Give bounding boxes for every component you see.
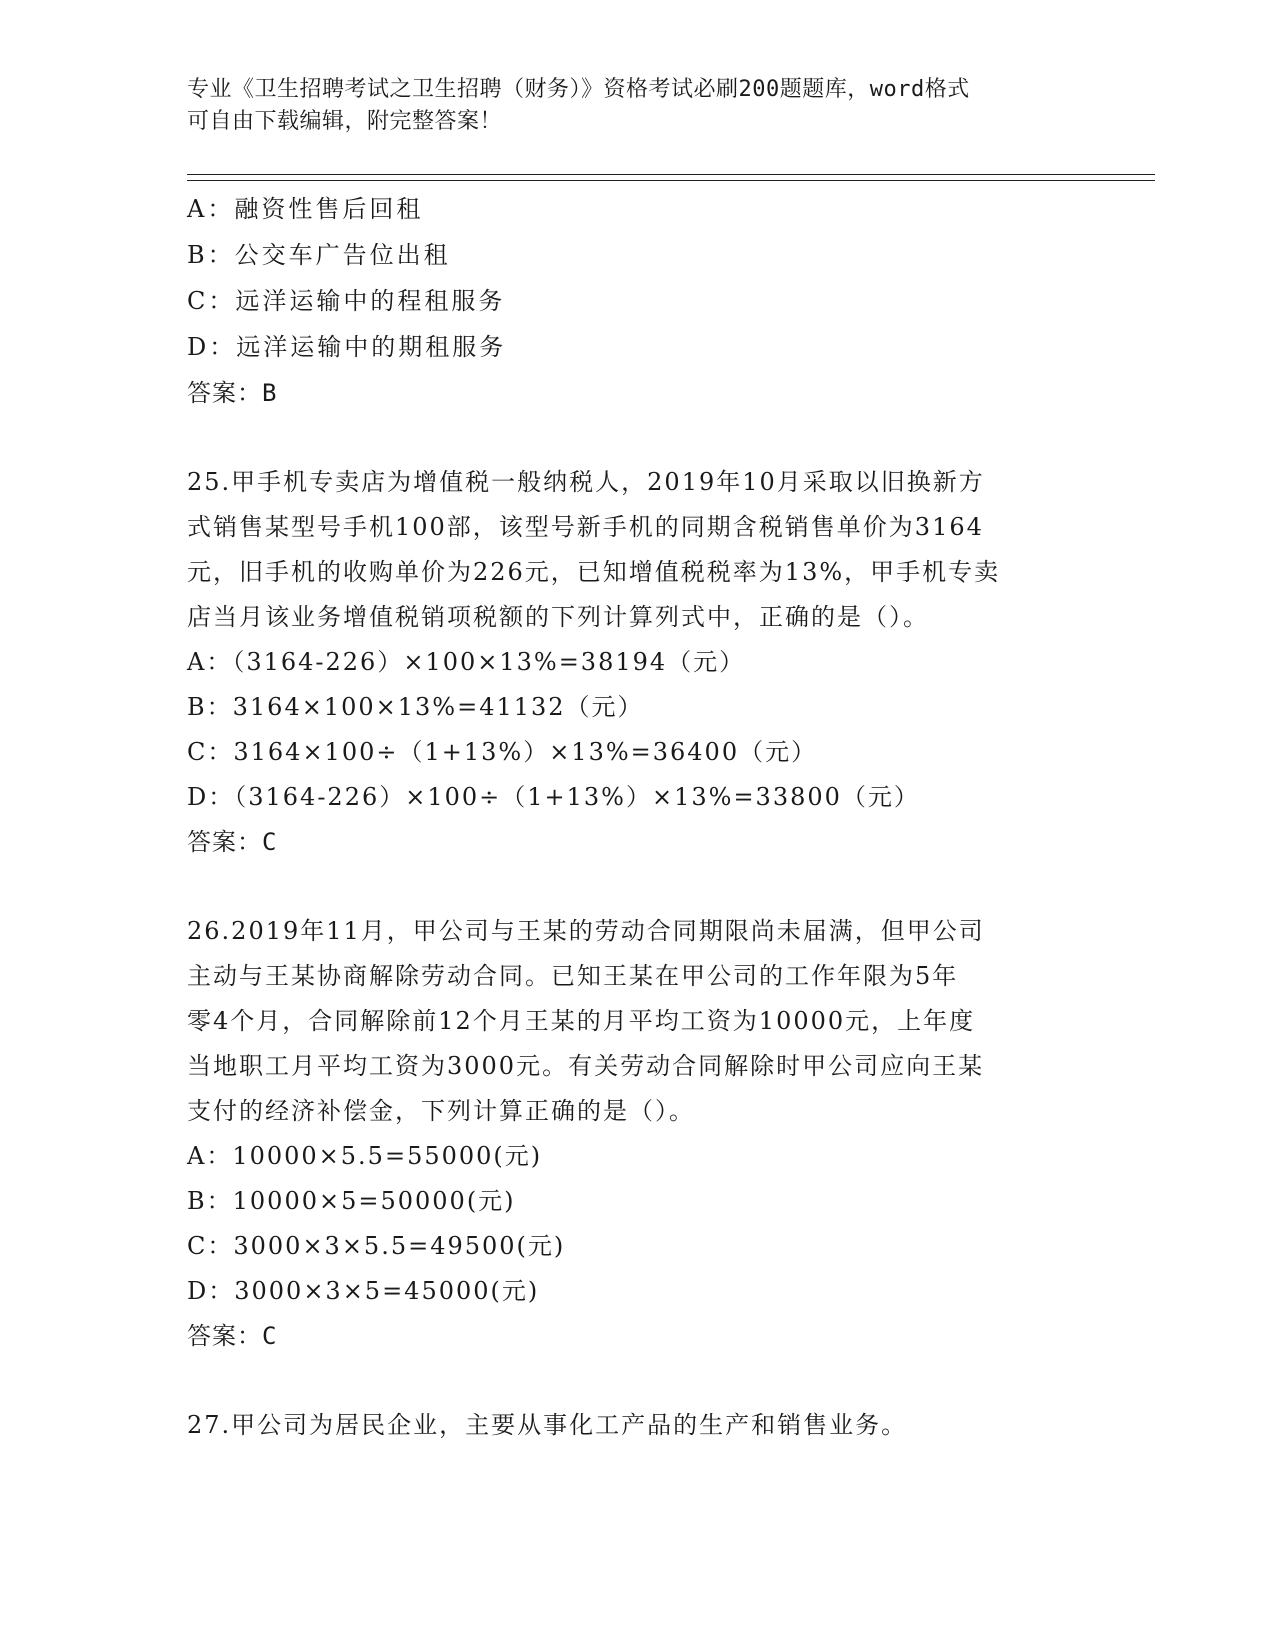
q27-stem-line-1: 27.甲公司为居民企业，主要从事化工产品的生产和销售业务。 [187, 1411, 908, 1439]
question-26-block [187, 909, 1087, 1359]
document-header [187, 74, 1067, 138]
spacer [187, 1359, 1087, 1403]
spacer [187, 865, 1087, 909]
q26-option-c: C：3000×3×5.5=49500(元) [187, 1232, 566, 1260]
q25-stem-line-3: 元，旧手机的收购单价为226元，已知增值税税率为13%，甲手机专卖 [187, 558, 1001, 586]
q25-option-a: A：（3164-226）×100×13%=38194（元） [187, 648, 746, 676]
q26-stem-line-2: 主动与王某协商解除劳动合同。已知王某在甲公司的工作年限为5年 [187, 962, 959, 990]
question-25-block [187, 460, 1087, 865]
q24-answer: 答案：B [187, 379, 278, 407]
spacer [187, 416, 1087, 460]
q24-option-d: D：远洋运输中的期租服务 [187, 333, 507, 361]
q26-stem-line-3: 零4个月，合同解除前12个月王某的月平均工资为10000元，上年度 [187, 1007, 976, 1035]
q24-option-c: C：远洋运输中的程租服务 [187, 287, 506, 315]
header-divider-bottom [187, 180, 1155, 181]
q26-stem-line-1: 26.2019年11月，甲公司与王某的劳动合同期限尚未届满，但甲公司 [187, 917, 985, 945]
q25-option-b: B：3164×100×13%=41132（元） [187, 693, 644, 721]
q26-option-a: A：10000×5.5=55000(元) [187, 1142, 543, 1170]
q25-stem-line-4: 店当月该业务增值税销项税额的下列计算列式中，正确的是（）。 [187, 603, 929, 631]
question-24-block [187, 186, 1087, 416]
q25-option-c: C：3164×100÷（1+13%）×13%=36400（元） [187, 738, 818, 766]
q25-stem-line-2: 式销售某型号手机100部，该型号新手机的同期含税销售单价为3164 [187, 513, 984, 541]
header-line-1: 专业《卫生招聘考试之卫生招聘（财务）》资格考试必刷200题题库，word格式 [187, 77, 970, 102]
document-body [187, 186, 1087, 1448]
q26-answer: 答案：C [187, 1322, 278, 1350]
q26-stem-line-4: 当地职工月平均工资为3000元。有关劳动合同解除时甲公司应向王某 [187, 1052, 985, 1080]
q24-option-a: A：融资性售后回租 [187, 195, 424, 223]
question-27-block [187, 1403, 1087, 1448]
q26-option-d: D：3000×3×5=45000(元) [187, 1277, 540, 1305]
q26-stem-line-5: 支付的经济补偿金，下列计算正确的是（）。 [187, 1097, 695, 1125]
q25-stem-line-1: 25.甲手机专卖店为增值税一般纳税人，2019年10月采取以旧换新方 [187, 468, 985, 496]
header-line-2: 可自由下载编辑，附完整答案！ [187, 109, 503, 134]
q25-option-d: D：（3164-226）×100÷（1+13%）×13%=33800（元） [187, 783, 920, 811]
header-divider-top [187, 174, 1155, 175]
q24-option-b: B：公交车广告位出租 [187, 241, 451, 269]
q26-option-b: B：10000×5=50000(元) [187, 1187, 516, 1215]
q25-answer: 答案：C [187, 828, 278, 856]
